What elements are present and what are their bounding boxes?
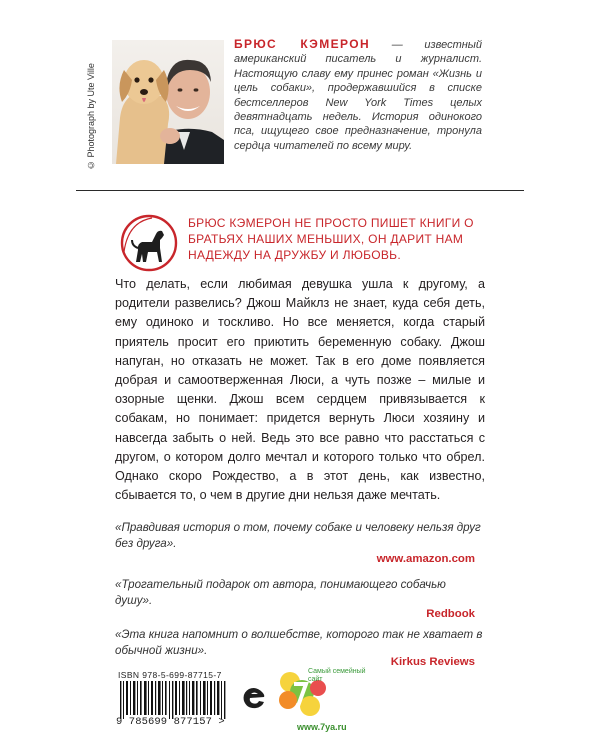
tagline: БРЮС КЭМЕРОН НЕ ПРОСТО ПИШЕТ КНИГИ О БРАТЬЯХ НАШИХ МЕНЬШИХ, ОН ДАРИТ НАМ НАДЕЖДУ НА ДРУЖБУ И ЛЮБОВЬ.: [188, 216, 474, 262]
review-source: www.amazon.com: [376, 553, 475, 565]
review-source: Redbook: [426, 608, 475, 620]
author-bio: [234, 37, 482, 153]
author-name: БРЮС КЭМЕРОН: [234, 37, 371, 51]
review-quote: «Эта книга напомнит о волшебстве, которого так не хватает в обычной жизни».: [115, 628, 483, 657]
photo-credit: © Photograph by Ute Ville: [86, 63, 96, 170]
section-divider: [76, 190, 524, 191]
author-bio-text: — известный американский писатель и журналист. Настоящую славу ему принес роман «Жизнь и цель собаки», продержавшийся в списке бестселлеров New York Times целых девятнадцать недель. История одинокого пса, ищущего свое предназначение, тронула сердца читателей по всему миру.: [234, 39, 482, 152]
isbn-label: ISBN 978-5-699-87715-7: [118, 670, 222, 680]
barcode: [118, 681, 234, 719]
review-quote: «Правдивая история о том, почему собаке и человеку нельзя друг без друга».: [115, 521, 481, 550]
site-url: www.7ya.ru: [297, 722, 347, 732]
book-synopsis: Что делать, если любимая девушка ушла к другому, а родители развелись? Джош Майклз не знает, куда себя деть, ему одиноко и тоскливо. Но все меняется, когда старый приятель просит его приютить беременную собаку. Джош напуган, но отказать не может. Так в его доме появляется добрая и самоотверженная Люси, а чуть позже – милые и озорные щенки. Джош всем сердцем привязывается к собакам, но понимает: придется вернуть Люси хозяину и навсегда забыть о ней. Ведь это все равно что расстаться с другом, о котором долго мечтал и которого только что обрел. Однако скоро Рождество, а в этот день, как известно, сбывается то, о чем в другие дни нельзя даже мечтать.: [115, 277, 485, 503]
review-quote: «Трогательный подарок от автора, понимающего собачью душу».: [115, 578, 446, 607]
barcode-digits: 9 785699 877157 >: [116, 716, 225, 728]
publisher-logo-icon: [240, 684, 268, 712]
author-photo: [112, 40, 224, 164]
author-with-dog-illustration: [112, 40, 224, 164]
review-source: Kirkus Reviews: [390, 656, 475, 668]
dog-emblem-icon: [118, 212, 180, 274]
site-tagline: Самый семейный сайт: [308, 668, 366, 683]
